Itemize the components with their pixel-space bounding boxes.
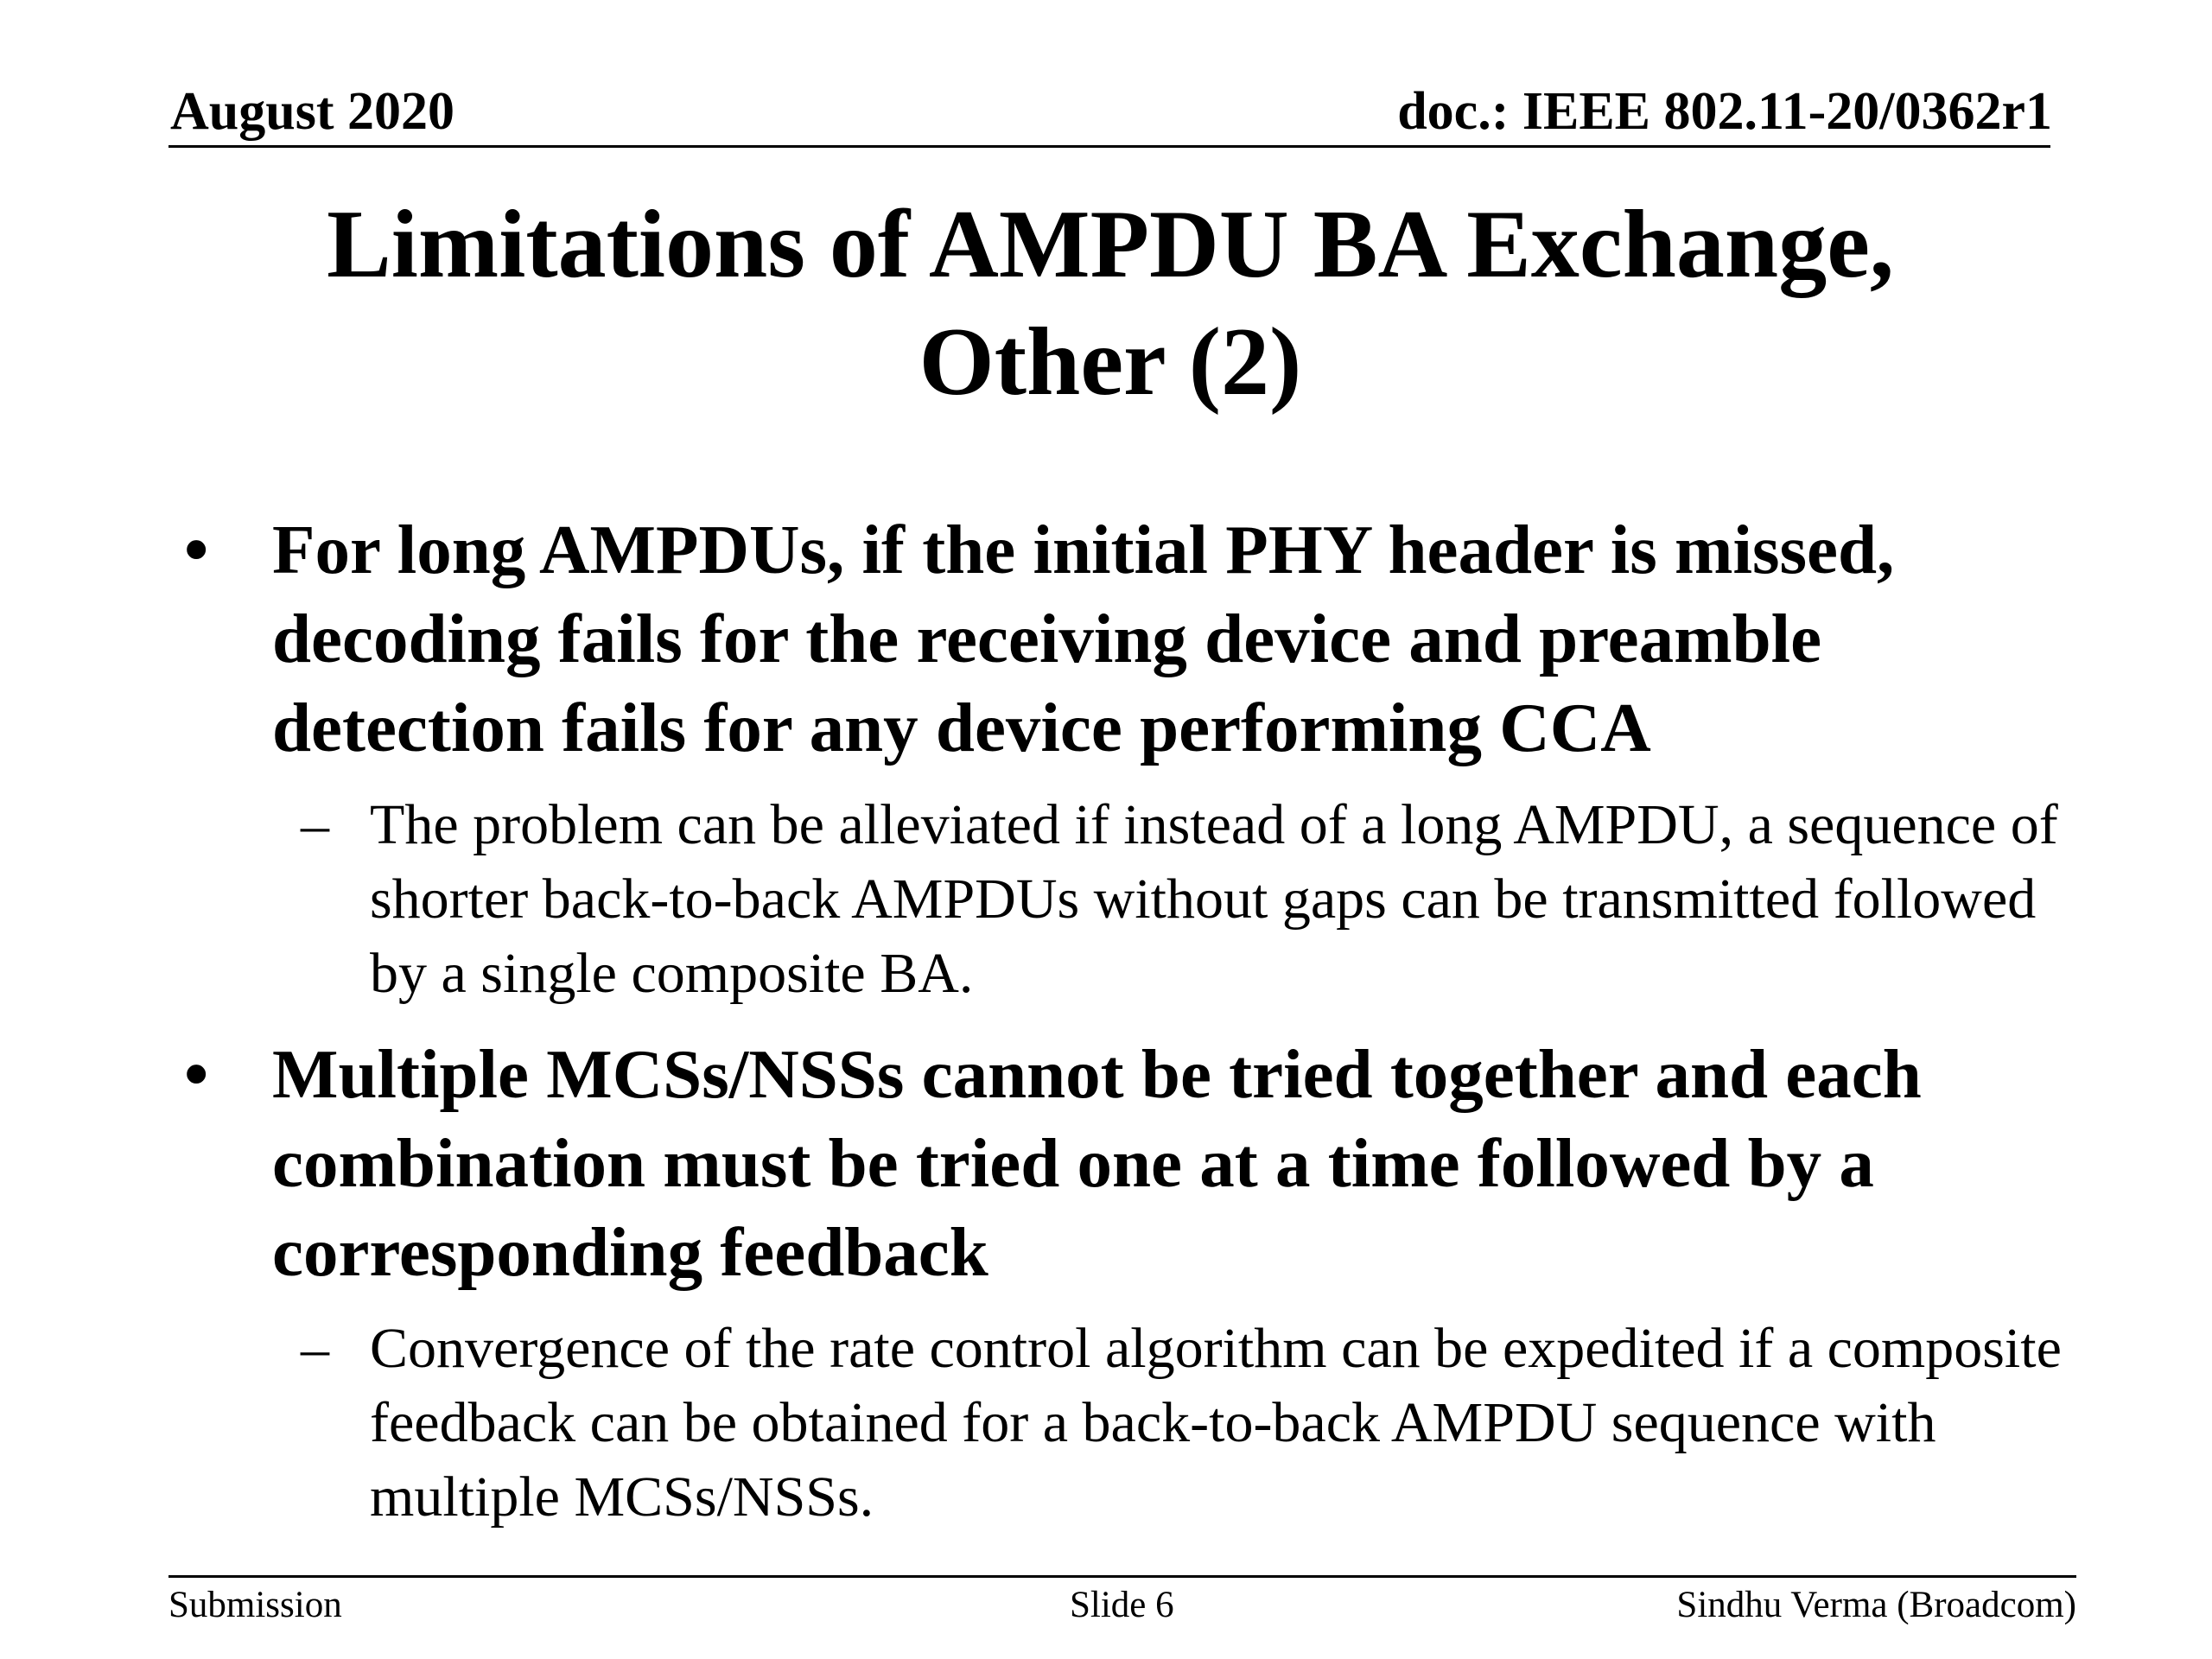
footer-slide-number: Slide 6 [1070,1585,1174,1625]
footer-divider [168,1575,2076,1578]
header-date: August 2020 [170,82,455,141]
bullet-marker-2: • [184,1035,209,1113]
footer-submission: Submission [168,1585,342,1625]
sub-bullet-marker-2: – [301,1317,329,1380]
bullet-marker-1: • [184,511,209,588]
footer-author: Sindhu Verma (Broadcom) [1676,1585,2076,1625]
slide-title-line-2: Other (2) [918,308,1302,416]
sub-bullet-text-1: The problem can be alleviated if instead of a long AMPDU, a sequence of shorter back-to-back AMPDUs without gaps can be transmitted followed by a single composite BA. [370,793,2058,1005]
sub-bullet-marker-1: – [301,793,329,856]
slide-title [173,186,2048,421]
sub-bullet-text-2: Convergence of the rate control algorithm can be expedited if a composite feedback can be obtained for a back-to-back AMPDU sequence with multiple MCSs/NSSs. [370,1317,2062,1529]
bullet-text-2: Multiple MCSs/NSSs cannot be tried together and each combination must be tried one at a time followed by a corresponding feedback [272,1035,1922,1291]
header-doc-id: doc.: IEEE 802.11-20/0362r1 [1397,82,2052,141]
bullet-text-1: For long AMPDUs, if the initial PHY header is missed, decoding fails for the receiving device and preamble detection fails for any device performing CCA [272,511,1895,766]
header-divider [168,145,2050,148]
slide-title-line-1: Limitations of AMPDU BA Exchange, [327,191,1894,298]
